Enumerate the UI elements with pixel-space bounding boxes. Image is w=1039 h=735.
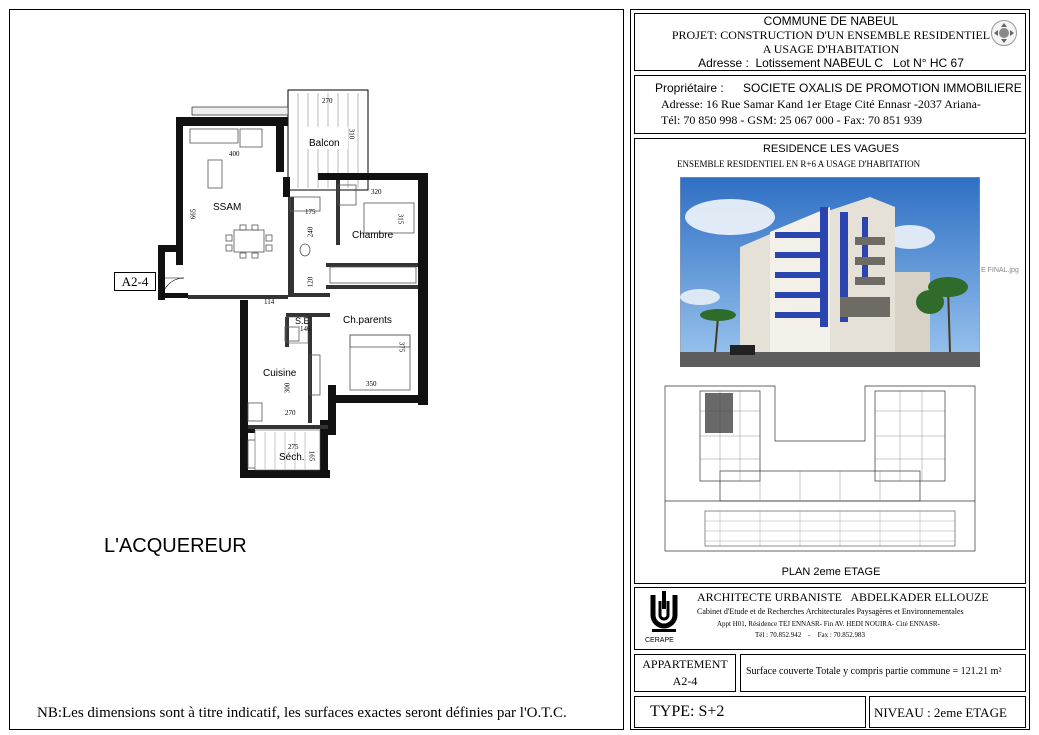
- surface-text: Surface couverte Totale y compris partie commune = 121.21 m²: [746, 666, 1002, 677]
- room-label-chparents: Ch.parents: [343, 315, 392, 326]
- appartement-label: APPARTEMENT: [642, 657, 728, 671]
- dim-corridor-height: 120: [306, 276, 315, 288]
- dim-wc-width: 320: [371, 188, 382, 196]
- room-label-sech: Séch.: [279, 452, 305, 463]
- project-title-line2: A USAGE D'HABITATION: [762, 42, 900, 56]
- cerape-logo-icon: [649, 591, 679, 635]
- niveau-text: NIVEAU : 2eme ETAGE: [874, 705, 1007, 720]
- plan-caption: PLAN 2eme ETAGE: [781, 566, 881, 578]
- appartement-box: [634, 654, 736, 692]
- residence-title: RESIDENCE LES VAGUES: [762, 143, 900, 155]
- dim-chparents-width: 350: [366, 380, 377, 388]
- cerape-logo-text: CERAPE: [645, 637, 674, 644]
- architect-block: [634, 587, 1026, 650]
- type-box: [634, 696, 866, 728]
- render-filename: E FINAL.jpg: [981, 267, 1019, 274]
- owner-address: Adresse: 16 Rue Samar Kand 1er Etage Cité Ennasr -2037 Ariana-: [661, 97, 981, 111]
- architect-line2: Appt H01, Résidence TEJ ENNASR- Fin AV. HEDI NOUIRA- Cité ENNASR-: [717, 620, 940, 628]
- site-plan-image: [660, 381, 980, 559]
- dim-corridor-width: 114: [264, 298, 275, 306]
- owner-label: Propriétaire :: [655, 81, 724, 95]
- commune-title: COMMUNE DE NABEUL: [763, 14, 899, 28]
- architect-line3: Tél : 70.852.942 - Fax : 70.852.983: [755, 631, 866, 639]
- dim-bath-height: 240: [306, 226, 315, 238]
- owner-contacts: Tél: 70 850 998 - GSM: 25 067 000 - Fax: 70 851 939: [661, 113, 922, 127]
- residence-subtitle: ENSEMBLE RESIDENTIEL EN R+6 A USAGE D'HABITATION: [677, 159, 921, 169]
- dim-ssam-width: 400: [229, 150, 240, 158]
- niveau-box: [869, 696, 1026, 728]
- owner-block: [634, 75, 1026, 134]
- room-label-balcon: Balcon: [309, 138, 340, 149]
- room-label-se: S.E: [295, 316, 310, 326]
- building-render-image: [680, 177, 980, 367]
- surface-box: [740, 654, 1026, 692]
- dim-sech-height: 165: [307, 450, 316, 462]
- dim-sech-width: 275: [288, 443, 299, 451]
- dim-bath-width: 175: [305, 208, 316, 216]
- dim-cuisine-width: 270: [285, 409, 296, 417]
- dim-se-width: 146: [300, 325, 311, 333]
- appartement-value: A2-4: [672, 674, 698, 688]
- room-label-ssam: SSAM: [213, 202, 242, 213]
- owner-name: SOCIETE OXALIS DE PROMOTION IMMOBILIERE: [743, 81, 1022, 95]
- dim-balcon-height: 310: [347, 128, 356, 140]
- disclaimer-note: NB:Les dimensions sont à titre indicatif, les surfaces exactes seront définies par l'O.T.C.: [37, 705, 567, 721]
- apartment-floor-plan: [110, 85, 440, 490]
- dim-chambre-height: 315: [396, 213, 405, 225]
- room-label-cuisine: Cuisine: [263, 368, 297, 379]
- unit-tag-text: A2-4: [121, 274, 149, 289]
- project-title-line1: PROJET: CONSTRUCTION D'UN ENSEMBLE RESIDENTIEL: [671, 28, 991, 42]
- dim-balcon-width: 270: [322, 97, 333, 105]
- acquereur-label: L'ACQUEREUR: [104, 535, 247, 557]
- zoom-control-icon[interactable]: [991, 20, 1017, 46]
- unit-tag: [114, 272, 156, 291]
- architect-name: ARCHITECTE URBANISTE ABDELKADER ELLOUZE: [697, 590, 989, 604]
- dim-cuisine-height: 300: [283, 382, 292, 394]
- project-header: [634, 13, 1026, 71]
- dim-ssam-height: 665: [189, 208, 198, 220]
- type-text: TYPE: S+2: [650, 703, 725, 720]
- project-address: Adresse : Lotissement NABEUL C Lot N° HC 67: [698, 56, 964, 70]
- room-label-chambre: Chambre: [352, 230, 394, 241]
- architect-line1: Cabinet d'Etude et de Recherches Architecturales Paysagères et Environnementales: [697, 607, 964, 616]
- dim-chparents-height: 375: [397, 341, 406, 353]
